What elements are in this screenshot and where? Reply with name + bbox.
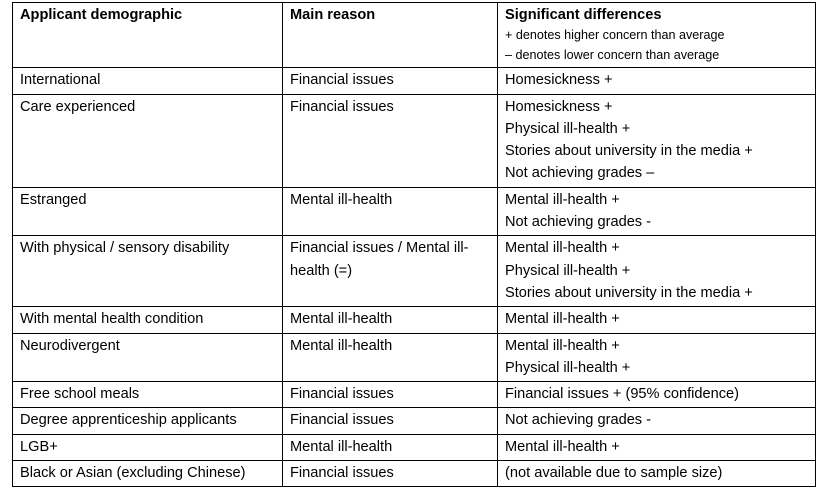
cell-demographic: With mental health condition (13, 307, 283, 333)
difference-item: Homesickness + (505, 98, 613, 115)
cell-main-reason: Mental ill-health (283, 307, 498, 333)
cell-main-reason: Financial issues / Mental ill-health (=) (283, 236, 498, 307)
table-row (13, 434, 816, 460)
cell-significant-differences (498, 236, 816, 307)
cell-significant-differences (498, 408, 816, 434)
cell-significant-differences (498, 94, 816, 187)
table-row (13, 307, 816, 333)
header-significant-differences (498, 3, 816, 68)
cell-main-reason: Mental ill-health (283, 187, 498, 236)
table-row (13, 94, 816, 187)
difference-item: Mental ill-health + (505, 240, 620, 257)
table-row (13, 408, 816, 434)
cell-significant-differences (498, 434, 816, 460)
table-row (13, 382, 816, 408)
difference-item: Physical ill-health + (505, 262, 631, 279)
cell-demographic: Black or Asian (excluding Chinese) (13, 461, 283, 487)
difference-item: Stories about university in the media + (505, 284, 753, 301)
cell-main-reason: Financial issues (283, 68, 498, 94)
table-body (13, 68, 816, 487)
header-main-reason: Main reason (283, 3, 498, 68)
header-demographic: Applicant demographic (13, 3, 283, 68)
cell-demographic: With physical / sensory disability (13, 236, 283, 307)
cell-demographic: International (13, 68, 283, 94)
cell-significant-differences (498, 333, 816, 382)
legend-minus-note: – denotes lower concern than average (505, 47, 720, 62)
difference-item: Not achieving grades - (505, 412, 652, 429)
cell-demographic: Degree apprenticeship applicants (13, 408, 283, 434)
difference-item: Mental ill-health + (505, 438, 620, 455)
difference-item: Physical ill-health + (505, 120, 631, 137)
cell-significant-differences (498, 68, 816, 94)
table-row (13, 187, 816, 236)
cell-demographic: Care experienced (13, 94, 283, 187)
difference-item: Mental ill-health + (505, 191, 620, 208)
difference-item: Stories about university in the media + (505, 143, 753, 160)
cell-significant-differences (498, 307, 816, 333)
table-row (13, 333, 816, 382)
header-differences-title: Significant differences (505, 7, 662, 23)
demographics-table (12, 2, 816, 487)
cell-main-reason: Financial issues (283, 461, 498, 487)
cell-main-reason: Financial issues (283, 94, 498, 187)
cell-significant-differences (498, 382, 816, 408)
difference-item: Not achieving grades - (505, 214, 652, 231)
cell-demographic: Estranged (13, 187, 283, 236)
difference-item: Mental ill-health + (505, 337, 620, 354)
difference-item: Mental ill-health + (505, 311, 620, 328)
cell-demographic: Neurodivergent (13, 333, 283, 382)
difference-item: Not achieving grades – (505, 165, 655, 182)
table-row (13, 236, 816, 307)
difference-item: Financial issues + (95% confidence) (505, 386, 740, 403)
cell-main-reason: Financial issues (283, 382, 498, 408)
table-row (13, 68, 816, 94)
header-row (13, 3, 816, 68)
cell-demographic: LGB+ (13, 434, 283, 460)
cell-demographic: Free school meals (13, 382, 283, 408)
cell-significant-differences (498, 187, 816, 236)
difference-item: Homesickness + (505, 72, 613, 89)
cell-main-reason: Financial issues (283, 408, 498, 434)
cell-main-reason: Mental ill-health (283, 333, 498, 382)
difference-item: (not available due to sample size) (505, 465, 723, 482)
difference-item: Physical ill-health + (505, 359, 631, 376)
cell-main-reason: Mental ill-health (283, 434, 498, 460)
legend-plus-note: + denotes higher concern than average (505, 28, 725, 43)
